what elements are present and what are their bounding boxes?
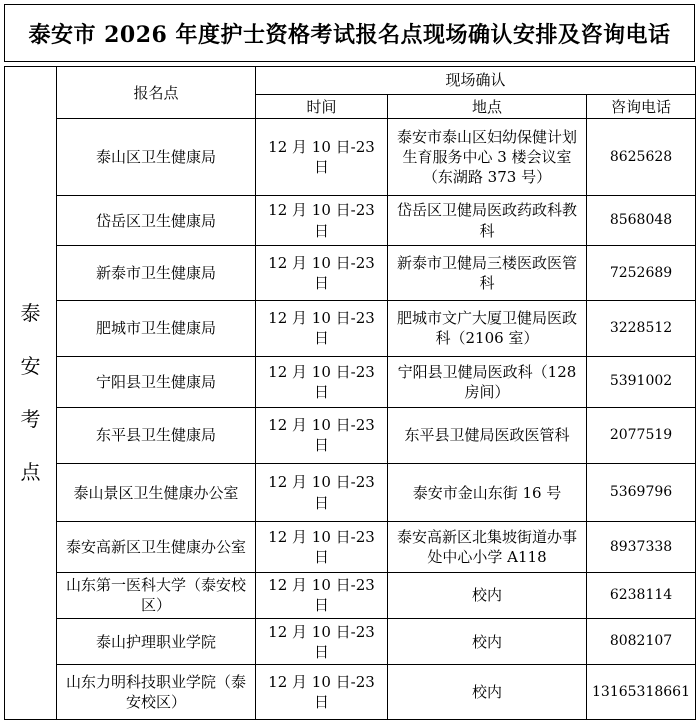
row-location: 泰安市金山东街 16 号 [388,463,587,521]
row-phone: 13165318661 [587,665,696,720]
region-label-char: 安 [20,354,41,378]
row-site: 肥城市卫生健康局 [57,300,256,356]
table-row [5,300,696,356]
table-row [5,119,696,196]
table-row [5,665,696,720]
row-time: 12 月 10 日-23 日 [256,300,388,356]
header-site: 报名点 [57,67,256,119]
header-phone: 咨询电话 [587,95,696,119]
confirmation-table [4,66,696,720]
row-phone: 8937338 [587,522,696,572]
row-site: 岱岳区卫生健康局 [57,195,256,245]
table-row [5,195,696,245]
row-site: 泰山区卫生健康局 [57,119,256,196]
region-label-char: 泰 [20,301,41,325]
row-location: 泰安高新区北集坡街道办事处中心小学 A118 [388,522,587,572]
region-label-char: 考 [20,407,41,431]
row-time: 12 月 10 日-23 日 [256,407,388,463]
row-location: 校内 [388,665,587,720]
table-row [5,619,696,665]
row-phone: 7252689 [587,246,696,300]
row-location: 肥城市文广大厦卫健局医政科（2106 室） [388,300,587,356]
row-phone: 6238114 [587,572,696,618]
header-time: 时间 [256,95,388,119]
row-time: 12 月 10 日-23 日 [256,665,388,720]
row-site: 新泰市卫生健康局 [57,246,256,300]
table-row [5,522,696,572]
row-location: 校内 [388,572,587,618]
row-location: 东平县卫健局医政医管科 [388,407,587,463]
header-confirm-group: 现场确认 [256,67,696,95]
row-phone: 8625628 [587,119,696,196]
row-site: 泰安高新区卫生健康办公室 [57,522,256,572]
row-phone: 5391002 [587,357,696,407]
page-title: 泰安市 2026 年度护士资格考试报名点现场确认安排及咨询电话 [4,4,695,62]
row-location: 校内 [388,619,587,665]
row-location: 岱岳区卫健局医政药政科教科 [388,195,587,245]
table-row [5,246,696,300]
row-time: 12 月 10 日-23 日 [256,522,388,572]
row-site: 山东第一医科大学（泰安校区） [57,572,256,618]
row-location: 宁阳县卫健局医政科（128 房间） [388,357,587,407]
row-site: 山东力明科技职业学院（泰安校区） [57,665,256,720]
row-location: 泰安市泰山区妇幼保健计划生育服务中心 3 楼会议室（东湖路 373 号） [388,119,587,196]
row-site: 泰山景区卫生健康办公室 [57,463,256,521]
row-location: 新泰市卫健局三楼医政医管科 [388,246,587,300]
region-label-char: 点 [20,460,41,484]
row-time: 12 月 10 日-23 日 [256,572,388,618]
table-row [5,463,696,521]
table-row [5,357,696,407]
row-site: 泰山护理职业学院 [57,619,256,665]
header-location: 地点 [388,95,587,119]
table-row [5,407,696,463]
row-phone: 8082107 [587,619,696,665]
row-phone: 8568048 [587,195,696,245]
row-time: 12 月 10 日-23 日 [256,619,388,665]
row-phone: 3228512 [587,300,696,356]
row-time: 12 月 10 日-23 日 [256,246,388,300]
region-label-cell [5,67,57,720]
row-phone: 5369796 [587,463,696,521]
row-site: 宁阳县卫生健康局 [57,357,256,407]
row-time: 12 月 10 日-23 日 [256,119,388,196]
row-site: 东平县卫生健康局 [57,407,256,463]
row-phone: 2077519 [587,407,696,463]
row-time: 12 月 10 日-23 日 [256,357,388,407]
table-row [5,572,696,618]
row-time: 12 月 10 日-23 日 [256,195,388,245]
row-time: 12 月 10 日-23 日 [256,463,388,521]
